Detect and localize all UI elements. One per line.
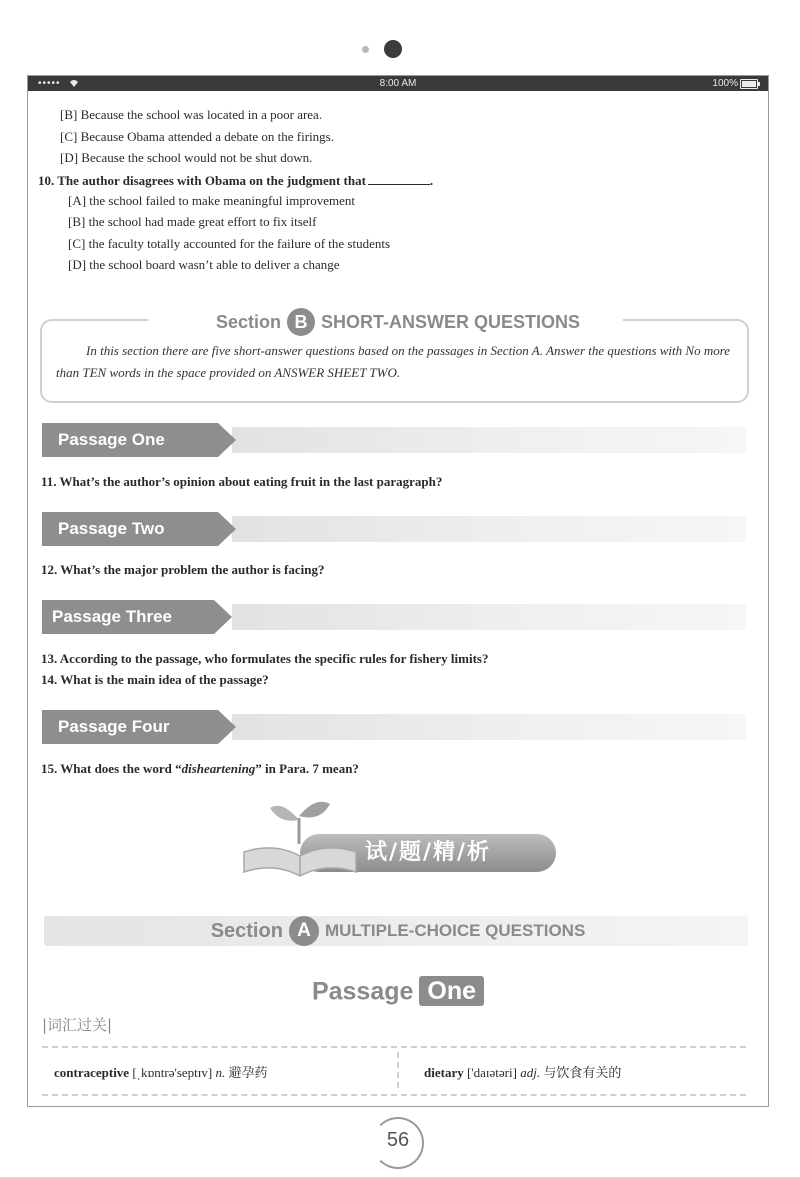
section-b-instruction: In this section there are five short-answer questions based on the passages in Section A. Answer the questions with No more than TEN words in the space provided on ANSWER SHEET TWO. [56, 343, 731, 380]
analysis-emblem [240, 796, 560, 886]
question-12: 12. What’s the major problem the author is facing? [41, 562, 325, 577]
battery-icon [740, 79, 758, 89]
vocab-entry: dietary ['daɪətəri] adj. 与饮食有关的 [424, 1065, 622, 1081]
passage-label: Passage Four [42, 710, 218, 744]
q9-option-d: [D] Because the school would not be shut down. [60, 150, 313, 165]
question-14: 14. What is the main idea of the passage? [41, 672, 269, 687]
passage-heading: Passage One [28, 973, 768, 1007]
vocab-divider [397, 1052, 399, 1088]
passage-two-banner [42, 512, 746, 546]
vocab-heading: |词汇过关| [42, 1016, 113, 1034]
q10-option-c: [C] the faculty totally accounted for the failure of the students [68, 236, 391, 251]
page-number: 56 [372, 1117, 424, 1169]
status-time: 8:00 AM [379, 78, 417, 89]
section-letter-badge: B [287, 308, 315, 336]
q10-option-b: [B] the school had made great effort to fix itself [68, 214, 317, 229]
passage-label: Passage Three [42, 600, 214, 634]
question-11: 11. What’s the author’s opinion about eating fruit in the last paragraph? [41, 474, 443, 489]
q10-option-a: [A] the school failed to make meaningful improvement [68, 193, 355, 208]
question-13: 13. According to the passage, who formulates the specific rules for fishery limits? [41, 651, 489, 666]
camera-lens [384, 40, 402, 58]
q9-option-c: [C] Because Obama attended a debate on the firings. [60, 129, 334, 144]
section-b-title: Section B SHORT-ANSWER QUESTIONS [28, 308, 768, 336]
passage-number-box: One [419, 976, 484, 1006]
q10-stem: 10. The author disagrees with Obama on the judgment that . [38, 173, 434, 188]
question-15: 15. What does the word “disheartening” in Para. 7 mean? [41, 761, 359, 776]
q9-option-b: [B] Because the school was located in a poor area. [60, 107, 323, 122]
signal-icon: ••••• [38, 78, 61, 89]
passage-label: Passage One [42, 423, 218, 457]
section-letter-badge: A [289, 916, 319, 946]
emblem-text: 试/题/精/析 [364, 840, 492, 865]
passage-four-banner [42, 710, 746, 744]
answer-blank [368, 172, 430, 185]
status-bar [28, 76, 768, 91]
passage-one-banner [42, 423, 746, 457]
passage-three-banner [42, 600, 746, 634]
sensor-dot [362, 46, 369, 53]
tablet-screen [27, 75, 769, 1107]
vocab-table [42, 1046, 746, 1096]
vocab-entry: contraceptive [ˌkɒntrə'septɪv] n. 避孕药 [54, 1065, 268, 1081]
passage-label: Passage Two [42, 512, 218, 546]
battery-percent: 100% [712, 78, 738, 89]
q10-option-d: [D] the school board wasn’t able to deliver a change [68, 257, 340, 272]
section-a-title: Section A MULTIPLE-CHOICE QUESTIONS [28, 916, 768, 946]
